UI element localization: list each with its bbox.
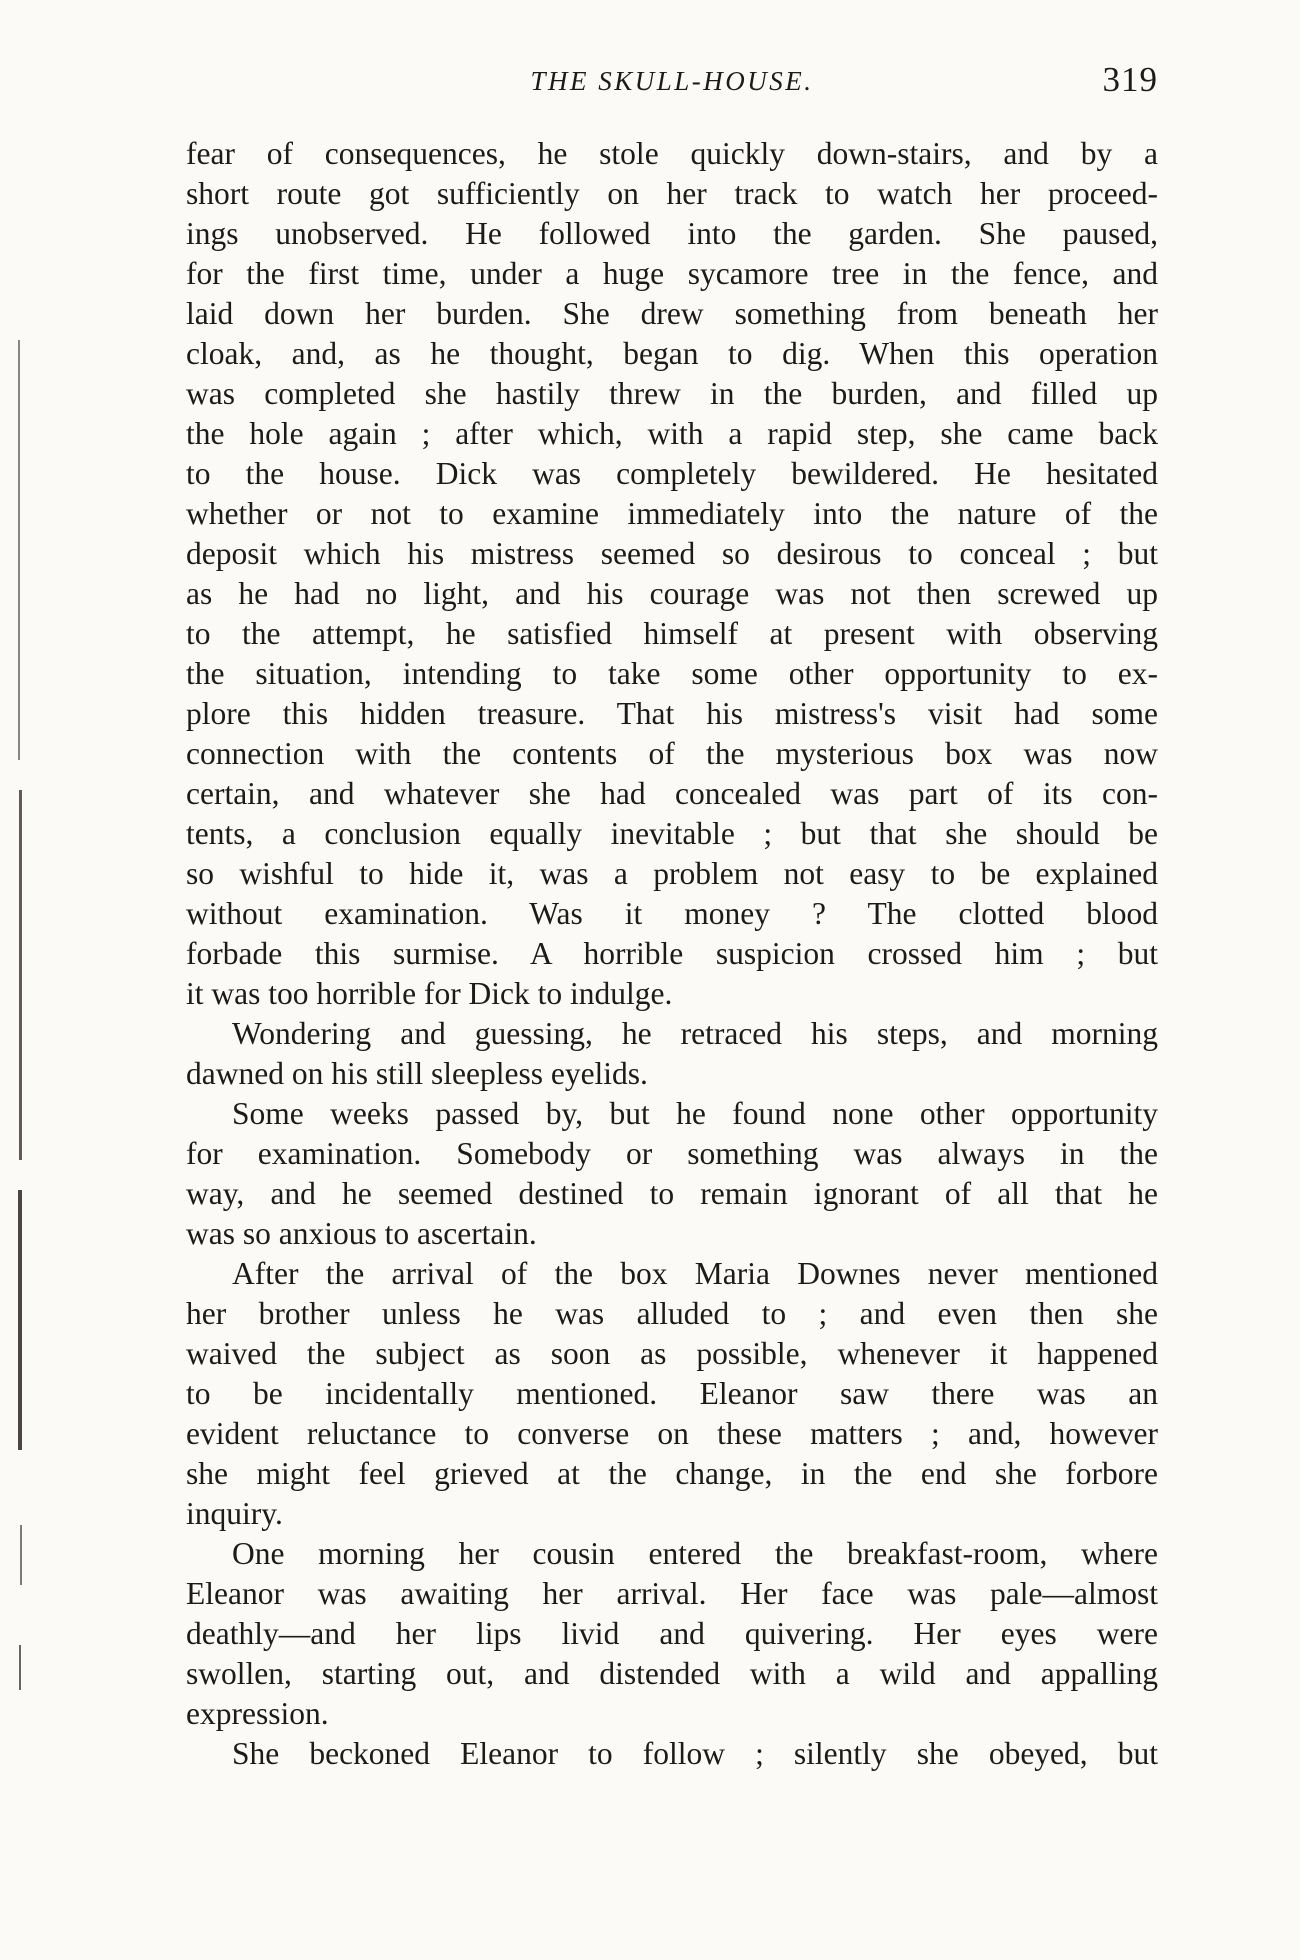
paragraph (186, 1014, 1158, 1094)
running-head (186, 60, 1158, 110)
text-line: whether or not to examine immediately into the nature of the (186, 496, 1158, 531)
paragraph (186, 1094, 1158, 1254)
paragraph (186, 134, 1158, 1014)
text-line: inquiry. (186, 1496, 283, 1531)
text-line: deathly—and her lips livid and quivering. Her eyes were (186, 1616, 1158, 1651)
text-line: way, and he seemed destined to remain ignorant of all that he (186, 1176, 1158, 1211)
text-line: tents, a conclusion equally inevitable ; but that she should be (186, 816, 1158, 851)
scan-shadow-1 (18, 340, 20, 760)
text-line: to the attempt, he satisfied himself at present with observing (186, 616, 1158, 651)
text-line: was so anxious to ascertain. (186, 1216, 537, 1251)
text-line: Some weeks passed by, but he found none other opportunity (232, 1096, 1158, 1131)
text-line: Wondering and guessing, he retraced his steps, and morning (232, 1016, 1158, 1051)
scan-shadow-4 (20, 1525, 22, 1585)
text-line: without examination. Was it money ? The clotted blood (186, 896, 1158, 931)
text-line: One morning her cousin entered the breakfast-room, where (232, 1536, 1158, 1571)
text-line: Eleanor was awaiting her arrival. Her face was pale—almost (186, 1576, 1158, 1611)
scan-shadow-3 (18, 1190, 22, 1450)
text-line: swollen, starting out, and distended with a wild and appalling (186, 1656, 1158, 1691)
text-line: the hole again ; after which, with a rapid step, she came back (186, 416, 1158, 451)
text-line: it was too horrible for Dick to indulge. (186, 976, 673, 1011)
text-line: short route got sufficiently on her track to watch her proceed- (186, 176, 1158, 211)
text-line: forbade this surmise. A horrible suspicion crossed him ; but (186, 936, 1158, 971)
text-line: fear of consequences, he stole quickly down-stairs, and by a (186, 136, 1158, 171)
text-line: she might feel grieved at the change, in the end she forbore (186, 1456, 1158, 1491)
text-line: to the house. Dick was completely bewildered. He hesitated (186, 456, 1158, 491)
text-line: the situation, intending to take some other opportunity to ex- (186, 656, 1158, 691)
text-line: dawned on his still sleepless eyelids. (186, 1056, 648, 1091)
running-title: THE SKULL-HOUSE. (530, 66, 814, 96)
text-line: She beckoned Eleanor to follow ; silently she obeyed, but (232, 1736, 1158, 1771)
text-line: her brother unless he was alluded to ; and even then she (186, 1296, 1158, 1331)
text-line: for the first time, under a huge sycamore tree in the fence, and (186, 256, 1158, 291)
text-line: to be incidentally mentioned. Eleanor saw there was an (186, 1376, 1158, 1411)
text-line: for examination. Somebody or something was always in the (186, 1136, 1158, 1171)
paragraph (186, 1254, 1158, 1534)
text-line: as he had no light, and his courage was not then screwed up (186, 576, 1158, 611)
scan-shadow-2 (19, 790, 22, 1160)
text-line: cloak, and, as he thought, began to dig. When this operation (186, 336, 1158, 371)
scan-shadow-5 (19, 1645, 21, 1690)
text-line: After the arrival of the box Maria Downes never mentioned (232, 1256, 1158, 1291)
text-line: connection with the contents of the mysterious box was now (186, 736, 1158, 771)
text-line: laid down her burden. She drew something from beneath her (186, 296, 1158, 331)
text-line: deposit which his mistress seemed so desirous to conceal ; but (186, 536, 1158, 571)
paragraph (186, 1734, 1158, 1774)
text-line: evident reluctance to converse on these matters ; and, however (186, 1416, 1158, 1451)
text-line: waived the subject as soon as possible, whenever it happened (186, 1336, 1158, 1371)
body-text (186, 134, 1158, 1774)
page-number: 319 (1102, 60, 1158, 99)
text-line: so wishful to hide it, was a problem not easy to be explained (186, 856, 1158, 891)
text-line: ings unobserved. He followed into the garden. She paused, (186, 216, 1158, 251)
text-line: plore this hidden treasure. That his mistress's visit had some (186, 696, 1158, 731)
paragraph (186, 1534, 1158, 1734)
text-line: was completed she hastily threw in the burden, and filled up (186, 376, 1158, 411)
text-line: certain, and whatever she had concealed was part of its con- (186, 776, 1158, 811)
text-line: expression. (186, 1696, 329, 1731)
